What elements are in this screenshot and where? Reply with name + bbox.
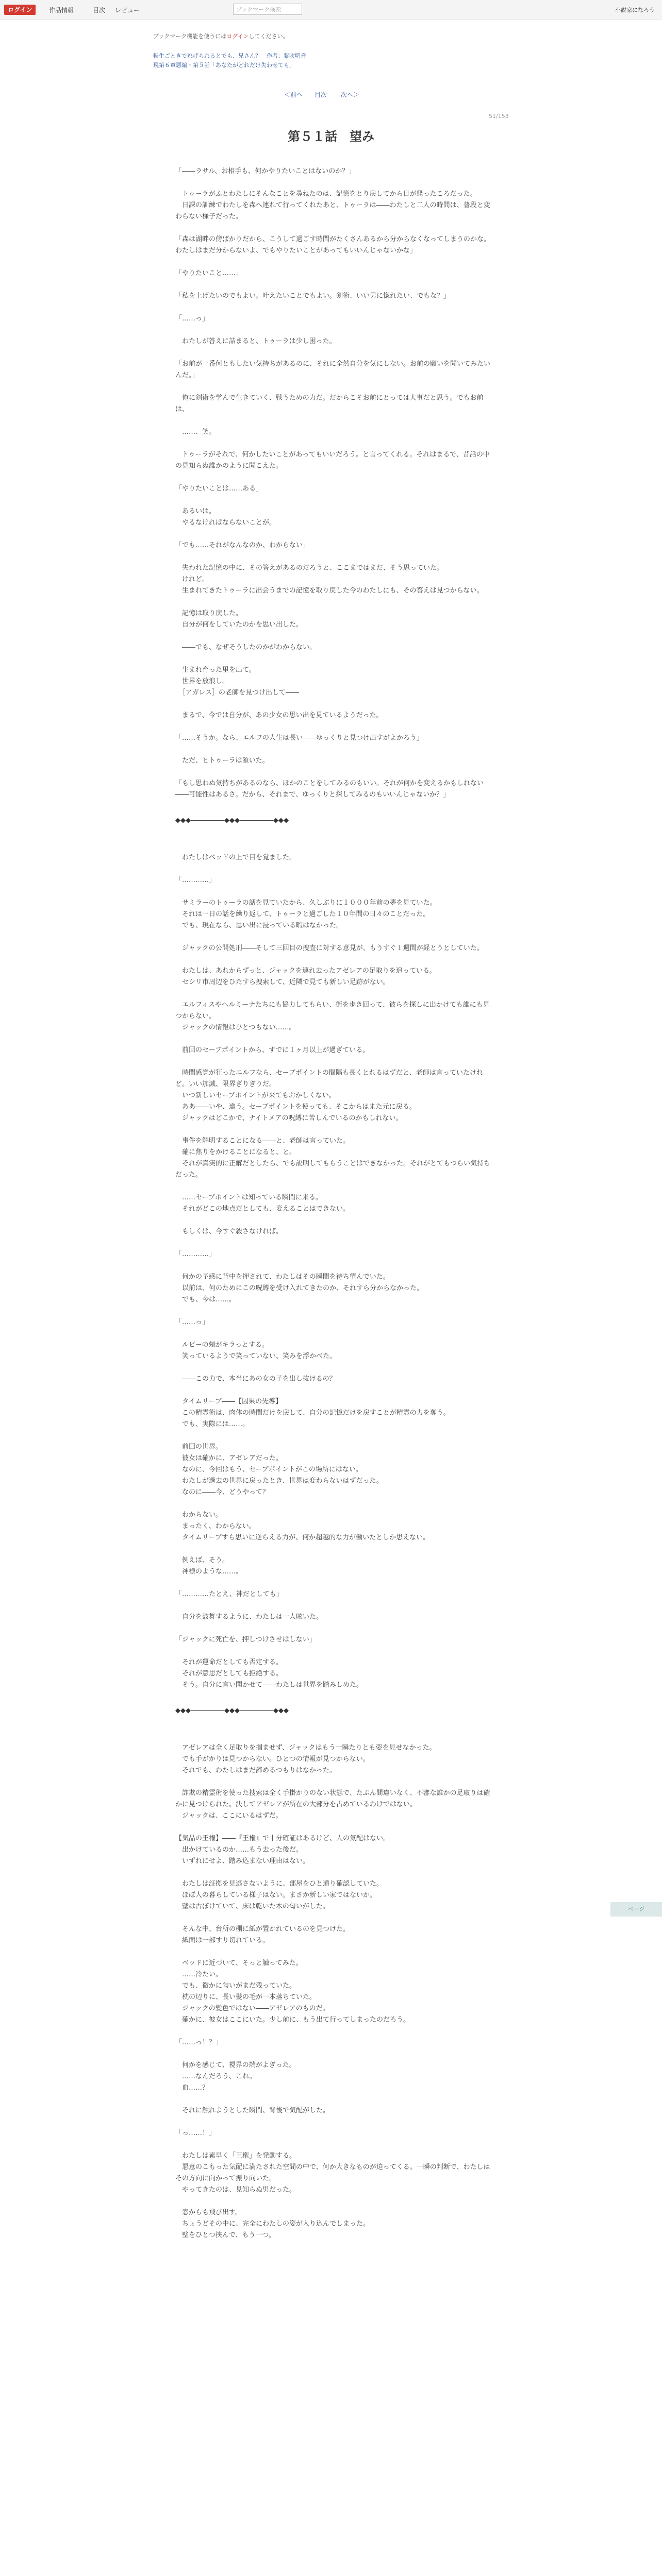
body-line: ……なんだろう、これ。 <box>175 2073 256 2080</box>
body-paragraph <box>175 1878 495 1912</box>
body-paragraph <box>175 1442 495 1498</box>
nav-toc[interactable]: 目次 <box>93 7 106 14</box>
next-link[interactable]: 次へ＞ <box>341 91 360 98</box>
body-line: やるなければならないことが。 <box>175 519 276 527</box>
body-line: 「……っ！？」 <box>175 2039 223 2046</box>
body-line: 失われた記憶の中に、その答えがあるのだろうと、ここまではまだ、そう思っていた。 <box>175 564 444 572</box>
body-line: 「やりたいことは……ある」 <box>175 485 263 493</box>
body-paragraph <box>175 1555 495 1578</box>
body-line: 「…………」 <box>175 1250 216 1258</box>
site-link[interactable]: 小説家になろう <box>615 7 655 13</box>
body-paragraph <box>175 1657 495 1691</box>
body-paragraph <box>175 268 495 279</box>
body-line: ［アガレス］の老師を見つけ出して―― <box>175 689 299 697</box>
body-line: でも、微かに匂いがまだ残っていた。 <box>175 1982 296 1990</box>
body-line: 【気品の王権】――『王権』で十分確証はあるけど、人の気配はない。 <box>175 1835 390 1842</box>
body-paragraph <box>175 449 495 472</box>
body-paragraph <box>175 540 495 551</box>
body-line: 確かに、彼女はここにいた。少し前に、もう出て行ってしまったのだろう。 <box>175 2016 410 2024</box>
notice-text-end: してください。 <box>249 33 289 40</box>
body-paragraph <box>175 1317 495 1328</box>
body-line: それが運命だとしても否定する。 <box>175 1658 283 1666</box>
body-line: 「森は湖畔の傍ばかりだから、こうして過ごす時間がたくさんあるから分からなくなってしまうのかな。わたしはまだ分からないよ、でもやりたいことがあってもいいんじゃないかな」 <box>175 235 491 255</box>
body-line: 血……？ <box>175 2084 209 2092</box>
body-line: わたしはベッドの上で目を覚ました。 <box>175 854 296 861</box>
body-line: トゥーラがそれで、何かしたいことがあってもいいだろう。と言ってくれる。それはまるで、昔話の中の見知らぬ誰かのように聞こえた。 <box>175 451 490 470</box>
body-paragraph <box>175 965 495 988</box>
body-line: そんな中、台所の棚に紙が置かれているのを見つけた。 <box>175 1925 350 1933</box>
body-line: 「……そうか。なら、エルフの人生は長い――ゆっくりと見つけ出すがよかろう」 <box>175 734 423 742</box>
body-line: なのに――今、どうやって？ <box>175 1488 270 1496</box>
breadcrumb-chapter[interactable]: 現第６章悪編・第５話「あなたがどれだけ失わせても」 <box>153 62 295 69</box>
body-line: ――この力で、本当にあの女の子を出し抜けるの？ <box>175 1375 336 1383</box>
body-paragraph <box>175 1226 495 1238</box>
body-paragraph <box>175 313 495 325</box>
body-line: エルフィスやヘルミーナたちにも協力してもらい、街を歩き回って、彼らを探しに出かけても誰にも見つからない。 <box>175 1001 490 1020</box>
body-paragraph <box>175 1589 495 1600</box>
body-line: でも、実際には……。 <box>175 1420 250 1428</box>
body-paragraph <box>175 1634 495 1646</box>
scene-separator: ◆◆◆―――――◆◆◆―――――◆◆◆ <box>175 817 289 824</box>
body-line: ちょうどその中に、完全にわたしの姿が入り込んでしまった。 <box>175 2220 370 2228</box>
body-line: 生まれ育った里を出て。 <box>175 666 256 674</box>
body-paragraph <box>175 359 495 381</box>
body-paragraph <box>175 506 495 529</box>
body-line: 出かけているのか……もう去った後だ。 <box>175 1846 303 1854</box>
body-paragraph <box>175 1067 495 1124</box>
body-line: 「…………」 <box>175 876 216 884</box>
body-paragraph <box>175 778 495 801</box>
body-line: わたしが過去の世界に戻ったとき、世界は変わらないはずだった。 <box>175 1477 383 1485</box>
breadcrumb-series[interactable]: 転生ごときで逃げられるとでも、兄さん？ 作者：紫吹明音 <box>153 53 306 59</box>
chapter-title: 第５１話 望み <box>288 129 374 144</box>
login-button[interactable]: ログイン <box>4 5 36 15</box>
body-line: 「…………たとえ、神だとしても」 <box>175 1590 283 1598</box>
body-paragraph <box>175 1340 495 1362</box>
body-line: タイムリープすら思いに逆らえる力が、何か超越的な力が働いたとしか思えない。 <box>175 1534 430 1541</box>
body-line: 例えば、そう。 <box>175 1556 229 1564</box>
body-line: ほぼ人の暮らしている様子はない。まさか新しい家ではないか。 <box>175 1891 377 1899</box>
body-line: そう。自分に言い聞かせて――わたしは世界を踏みしめた。 <box>175 1681 363 1689</box>
body-line: けれど。 <box>175 575 209 583</box>
body-line: ただ、ヒトゥーラは頷いた。 <box>175 757 269 765</box>
body-paragraph <box>175 2150 495 2196</box>
nav-info[interactable]: 作品情報 <box>49 7 74 14</box>
body-paragraph <box>175 1924 495 1946</box>
body-paragraph <box>175 1272 495 1306</box>
page-number: 51/153 <box>489 113 509 120</box>
body-line: ジャックの髪色ではない――アゼレアのものだ。 <box>175 2005 329 2012</box>
body-line: それが真実的に正解だとしたら、でも説明してもらうことはできなかった。それがとてもつらい気持ちだった。 <box>175 1160 491 1179</box>
login-notice <box>153 32 289 40</box>
body-paragraph <box>175 393 495 415</box>
body-line: 紙面は一部すり切れている。 <box>175 1937 270 1944</box>
body-line: 確に焦りをかけることになると、と。 <box>175 1148 296 1156</box>
body-paragraph <box>175 563 495 597</box>
body-line: ベッドに近づいて、そっと触ってみた。 <box>175 1959 303 1967</box>
body-line: わたしは証拠を見逃さないように、部屋をひと通り確認していた。 <box>175 1880 384 1888</box>
body-line: ジャックの情報はひとつもない……。 <box>175 1024 296 1031</box>
body-line: 「もし思わぬ気持ちがあるのなら、ほかのことをしてみるのもいい。それが何かを変えるかもしれない――可能性はあるさ。だから、それまで、ゆっくりと探してみるのもいいんじゃないか？」 <box>175 779 484 799</box>
body-line: 彼女は確かに、アゼレアだった。 <box>175 1454 283 1462</box>
body-paragraph <box>175 852 495 863</box>
body-line: でも、今は……。 <box>175 1296 236 1303</box>
body-line: 時間感覚が狂ったエルフなら、セーブポイントの間隔も長くとれるはずだと、老師は言っていたけれど。いい加減、限界ぎりぎりだ。 <box>175 1069 483 1088</box>
body-line: 枕の辺りに、長い髪の毛が一本落ちていた。 <box>175 1993 316 2001</box>
body-line: 前回のセーブポイントから、すでに１ヶ月以上が過ぎている。 <box>175 1046 370 1054</box>
body-line: 「私を上げたいのでもよい。叶えたいことでもよい。剣術、いい男に惚れたい、でもな？」 <box>175 292 451 300</box>
body-line: 「お前が一番何ともしたい気持ちがあるのに、それに全然自分を気にしない。お前の願いを聞いてみたいんだ。」 <box>175 360 491 379</box>
body-line: 何かの予感に背中を押されて、わたしはその瞬間を待ち望んでいた。 <box>175 1273 390 1281</box>
body-line: わたしが答えに詰まると、トゥーラは少し困った。 <box>175 337 336 345</box>
body-paragraph <box>175 1958 495 2026</box>
nav-review[interactable]: レビュー <box>115 7 140 14</box>
body-line: 自分を鼓舞するように、わたしは一人呟いた。 <box>175 1613 323 1621</box>
body-paragraph <box>175 427 495 438</box>
body-paragraph <box>175 1788 495 1822</box>
body-line: わたしは、あれからずっと、ジャックを連れ去ったアゼレアの足取りを追っている。 <box>175 967 436 975</box>
body-paragraph <box>175 1742 495 1776</box>
body-line: 神様のような……。 <box>175 1568 243 1575</box>
body-paragraph <box>175 733 495 744</box>
body-line: 以前は、何のためにこの呪縛を受け入れてきたのか、それすら分からなかった。 <box>175 1284 424 1292</box>
body-line: 「ジャックに死亡を、押しつけさせはしない」 <box>175 1636 316 1643</box>
body-line: ……セーブポイントは知っている瞬間に来る。 <box>175 1194 322 1201</box>
body-line: 生まれてきたトゥーラに出会うまでの記憶を取り戻した今のわたしにも、その答えは見つからない。 <box>175 587 484 595</box>
body-paragraph <box>175 1374 495 1385</box>
settings-tab[interactable]: ページ <box>610 1902 662 1917</box>
body-line: ……、笑。 <box>175 428 216 436</box>
body-line: いつ新しいセーブポイントが来てもおかしくない。 <box>175 1092 336 1099</box>
body-line: 世界を放浪し。 <box>175 677 229 685</box>
toc-link[interactable]: 目次 <box>315 91 327 98</box>
body-line: 「でも……それがなんなのか、わからない」 <box>175 541 310 549</box>
body-line: ジャックの公開処刑――そして三回目の捜査に対する意見が、もうすぐ１週間が経とうとしていた。 <box>175 944 484 952</box>
body-line: 「……っ」 <box>175 1318 209 1326</box>
bookmark-search-input[interactable]: ブックマーク検索 <box>233 4 302 15</box>
body-line: 自分が何をしていたのかを思い出した。 <box>175 621 303 629</box>
body-line: トゥーラがふとわたしにそんなことを尋ねたのは、記憶をとり戻してから日が経ったころだった。 <box>175 190 477 198</box>
body-line: 窓からも飛び出す。 <box>175 2209 242 2216</box>
body-paragraph <box>175 336 495 347</box>
body-paragraph <box>175 483 495 495</box>
body-paragraph <box>175 2060 495 2094</box>
body-line: アゼレアは全く足取りを掴ませず、ジャックはもう一瞬たりとも姿を見せなかった。 <box>175 1744 436 1752</box>
body-paragraph <box>175 1396 495 1430</box>
body-line: それが意思だとしても拒絶する。 <box>175 1670 283 1677</box>
body-line: わからない。 <box>175 1511 223 1519</box>
body-line: 悪意のこもった気配に満たされた空間の中で、何か大きなものが迫ってくる。一瞬の判断で、わたしはその方向に向かって振り向いた。 <box>175 2163 490 2182</box>
body-line: あるいは。 <box>175 507 216 515</box>
body-line: 壁をひとつ挟んで、もう一つ。 <box>175 2231 275 2239</box>
body-line: それでも、わたしはまだ諦めるつもりはなかった。 <box>175 1767 336 1774</box>
body-paragraph <box>175 710 495 721</box>
body-line: 笑っているようで笑っていない、笑みを浮かべた。 <box>175 1352 337 1360</box>
body-line: もしくは、今すぐ殺さなければ。 <box>175 1228 283 1235</box>
body-line: やってきたのは、見知らぬ男だった。 <box>175 2186 296 2194</box>
notice-text: ブックマーク機能を使うには <box>153 33 227 40</box>
body-line: それは一日の話を繰り返して、トゥーラと過ごした１０年間の日々のことだった。 <box>175 910 430 918</box>
body-line: 壁は古ぼけていて、床は乾いた木の匂いがした。 <box>175 1903 329 1910</box>
prev-link[interactable]: ＜前へ <box>284 91 303 98</box>
body-line: タイムリープ――【因果の先導】 <box>175 1398 283 1405</box>
body-paragraph <box>175 665 495 699</box>
body-paragraph <box>175 1192 495 1215</box>
body-line: ジャックはどこかで、ナイトメアの呪縛に苦しんでいるのかもしれない。 <box>175 1114 403 1122</box>
body-paragraph <box>175 2128 495 2139</box>
body-line: でも手がかりは見つからない。ひとつの情報が見つからない。 <box>175 1755 370 1763</box>
body-line: でも、現在なら、思い出に浸っている暇はなかった。 <box>175 922 343 929</box>
body-line: 前回の世界。 <box>175 1443 223 1451</box>
body-line: 俺に剣術を学んで生きていく、戦うための力だ。だからこそお前にとっては大事だと思う。でもお前は、 <box>175 394 484 413</box>
body-line: ……冷たい。 <box>175 1971 223 1978</box>
body-paragraph <box>175 608 495 631</box>
body-line: 記憶は取り戻した。 <box>175 609 243 617</box>
body-paragraph <box>175 943 495 954</box>
body-paragraph <box>175 897 495 931</box>
body-paragraph <box>175 999 495 1033</box>
body-line: 詐欺の精霊術を使った捜索は全く手掛かりのない状態で、たぶん間違いなく、不審な誰かの足取りは確かに見つけられた。決してアゼレアが所在の大部分を占めているわけではない。 <box>175 1789 490 1808</box>
body-line: ジャックは、ここにいるはずだ。 <box>175 1812 283 1820</box>
notice-login-link[interactable]: ログイン <box>226 33 249 40</box>
body-line: いずれにせよ、踏み込まない理由はない。 <box>175 1857 310 1865</box>
body-line: それに触れようとした瞬間、背後で気配がした。 <box>175 2107 330 2114</box>
body-paragraph <box>175 189 495 223</box>
body-paragraph <box>175 755 495 767</box>
body-line: なのに、今回はもう、セーブポイントがこの場所にはない。 <box>175 1466 362 1473</box>
body-paragraph <box>175 1510 495 1544</box>
body-paragraph <box>175 1612 495 1623</box>
body-paragraph <box>175 1136 495 1181</box>
body-line: 「やりたいこと……」 <box>175 269 243 277</box>
body-line: 「……っ」 <box>175 315 209 323</box>
body-line: まったく、わからない。 <box>175 1522 256 1530</box>
body-paragraph <box>175 2207 495 2241</box>
body-line: ――でも、なぜそうしたのかがわからない。 <box>175 643 317 651</box>
body-line: 何かを感じて、視界の端がよぎった。 <box>175 2061 296 2069</box>
body-paragraph <box>175 875 495 886</box>
body-paragraph <box>175 2037 495 2048</box>
body-line: 事件を解明することになる――と、老師は言っていた。 <box>175 1137 350 1145</box>
body-paragraph <box>175 166 495 177</box>
body-line: サミラーのトゥーラの話を見ていたから、久しぶりに１０００年前の夢を見ていた。 <box>175 899 437 907</box>
body-paragraph <box>175 642 495 653</box>
body-line: まるで、今では自分が、あの少女の思い出を見ているようだった。 <box>175 711 383 719</box>
body-line: 日課の訓練でわたしを森へ連れて行ってくれたあと、トゥーラは――わたしと二人の時間は、普段と変わらない様子だった。 <box>175 201 490 221</box>
body-paragraph <box>175 1833 495 1867</box>
body-line: 「っ……！」 <box>175 2129 216 2137</box>
body-paragraph <box>175 1045 495 1056</box>
body-line: セシリ市周辺をひたすら捜索して、近隣で見ても新しい足跡がない。 <box>175 978 390 986</box>
body-line: ルビーの頬がキラっとする。 <box>175 1341 269 1349</box>
body-line: この精霊術は、肉体の時間だけを戻して、自分の記憶だけを戻すことが精霊の力を奪う。 <box>175 1409 450 1417</box>
novel-body <box>175 166 495 2252</box>
body-line: 「――ラサル、お相手も、何かやりたいことはないのか？」 <box>175 167 356 175</box>
top-bar <box>0 0 662 20</box>
body-paragraph <box>175 234 495 257</box>
body-line: ああ――いや、違う。セーブポイントを使っても、そこからはまた元に戻る。 <box>175 1103 416 1111</box>
body-paragraph <box>175 291 495 302</box>
body-paragraph <box>175 1249 495 1260</box>
body-line: それがどこの地点だとしても、変えることはできない。 <box>175 1205 350 1213</box>
body-paragraph <box>175 2105 495 2116</box>
scene-separator: ◆◆◆―――――◆◆◆―――――◆◆◆ <box>175 1707 289 1715</box>
body-line: わたしは素早く「王権」を発動する。 <box>175 2152 296 2160</box>
